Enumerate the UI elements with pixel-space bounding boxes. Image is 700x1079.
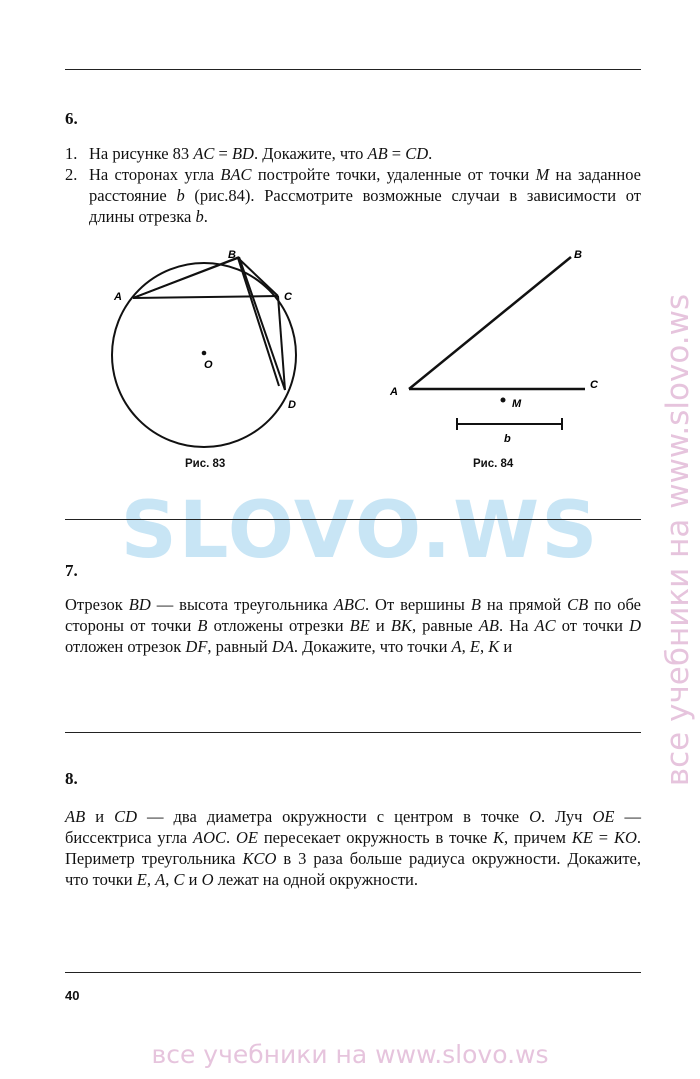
fig84-point-M xyxy=(501,398,506,403)
divider-2 xyxy=(65,732,641,733)
fig83-chord-BD xyxy=(239,257,285,390)
fig83-label-D: D xyxy=(288,399,296,411)
fig83-label-O: O xyxy=(204,359,213,371)
fig83-label-C: C xyxy=(284,291,292,303)
problem-6-item-2: 2. На сторонах угла BAC постройте точки, удаленные от точки M на заданное расстояние b (рис.84). Рассмотрите возможные случаи в зависимости от длины отрезка b. xyxy=(65,165,641,226)
figure-83 xyxy=(100,240,320,455)
fig84-label-b: b xyxy=(504,433,511,445)
fig83-center-point xyxy=(202,351,207,356)
fig83-label-A: A xyxy=(114,291,122,303)
fig83-chord-AB xyxy=(133,257,239,298)
watermark-bottom: все учебники на www.slovo.ws xyxy=(151,1040,549,1069)
problem-6-list xyxy=(65,143,641,227)
figure-83-caption: Рис. 83 xyxy=(185,458,226,470)
figure-84 xyxy=(380,240,600,455)
problem-6-item-1: 1. На рисунке 83 AC = BD. Докажите, что AB = CD. xyxy=(65,144,433,163)
fig83-label-B: B xyxy=(228,249,236,261)
problem-7-number: 7. xyxy=(65,561,78,580)
watermark-center: SLOVO.WS xyxy=(120,486,600,576)
divider-bottom xyxy=(65,972,641,973)
problem-7-text: Отрезок BD — высота треугольника ABC. От вершины B на прямой CB по обе стороны от точки B отложены отрезки BE и BK, равные AB. На AC от точки D отложен отрезок DF, равный DA. Докажите, что точки A, E, K и xyxy=(65,595,641,656)
fig84-label-B: B xyxy=(574,249,582,261)
problem-8-text: AB и CD — два диаметра окружности с центром в точке O. Луч OE — биссектриса угла AOC. OE пересекает окружность в точке K, причем KE = KO. Периметр треугольника KCO в 3 раза больше радиуса окружности. Докажите, что точки E, A, C и O лежат на одной окружности. xyxy=(65,807,642,889)
divider-top xyxy=(65,69,641,70)
fig84-label-C: C xyxy=(590,379,598,391)
fig84-ray-AB xyxy=(409,257,571,389)
problem-6-number: 6. xyxy=(65,109,78,128)
divider-1 xyxy=(65,519,641,520)
problem-8-number: 8. xyxy=(65,769,78,788)
figure-84-caption: Рис. 84 xyxy=(473,458,514,470)
fig83-chord-AC xyxy=(133,296,278,298)
watermark-side: все учебники на www.slovo.ws xyxy=(660,293,696,787)
page-number: 40 xyxy=(65,988,80,1003)
fig84-label-M: M xyxy=(512,398,522,410)
fig84-label-A: A xyxy=(390,386,398,398)
